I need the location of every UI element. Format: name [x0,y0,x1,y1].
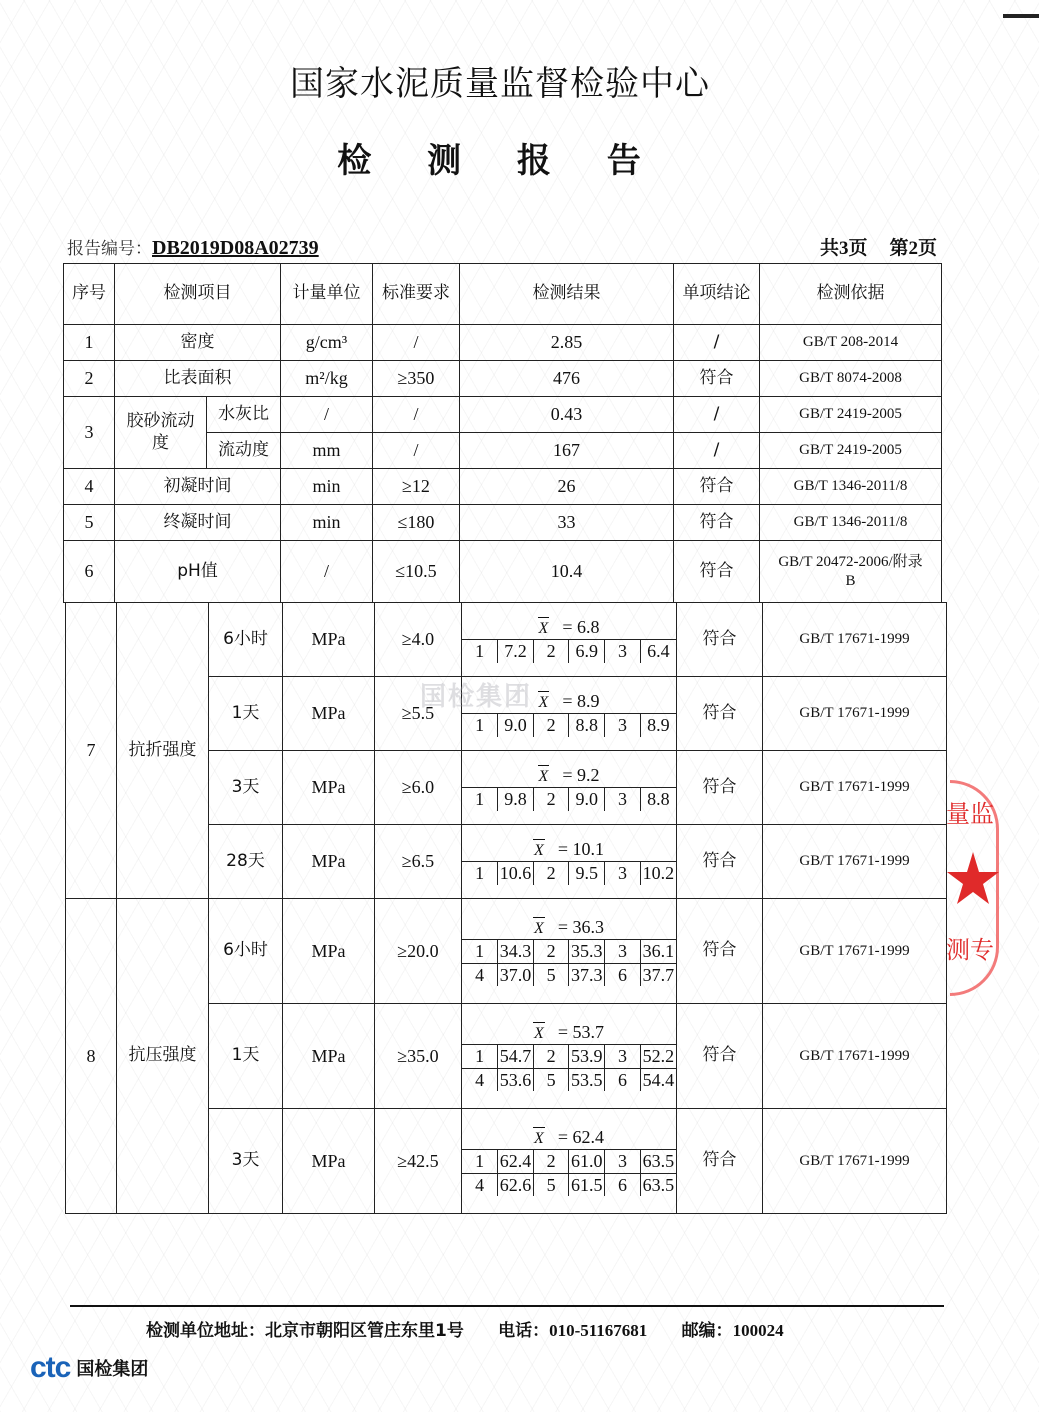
mean-value: = 6.8 [562,617,600,638]
row-conclusion: 符合 [677,751,763,825]
sample-index: 6 [605,963,641,986]
row-unit: min [281,505,373,541]
mean-row [462,838,676,862]
mean-symbol: X [534,920,544,937]
sample-index: 2 [533,1045,569,1069]
row-conclusion: 符合 [674,541,760,603]
red-seal-stamp [946,780,1006,985]
row-conclusion: 符合 [674,469,760,505]
ctc-logo [30,1352,148,1384]
table-row [64,361,942,397]
row-requirement: ≥4.0 [375,603,462,677]
strength-row [66,603,947,677]
row-requirement: ≥6.0 [375,751,462,825]
row-result [462,603,677,677]
table-row [64,505,942,541]
row-basis: GB/T 20472-2006/附录B [760,541,942,603]
sample-index: 5 [533,1068,569,1091]
row-age: 1天 [209,1004,283,1109]
logo-name: 国检集团 [76,1359,149,1380]
row-result: 26 [460,469,674,505]
table-row [64,325,942,361]
sample-index: 1 [462,788,498,811]
row-conclusion: 符合 [677,677,763,751]
zip-value: 100024 [732,1321,784,1340]
zip-label: 邮编： [681,1321,733,1341]
row-result [462,825,677,899]
row-requirement: ≤180 [373,505,460,541]
sample-values-row [462,714,676,737]
sample-index: 1 [462,940,498,964]
sample-index: 2 [533,714,569,737]
sample-value: 63.5 [640,1173,676,1196]
sample-value: 8.8 [569,714,605,737]
mean-value-cell [462,764,676,788]
sample-value: 9.0 [498,714,534,737]
sample-value: 35.3 [569,940,605,964]
result-breakdown [462,1126,676,1196]
sample-index: 1 [462,640,498,663]
row-item: pH值 [115,541,281,603]
row-age: 1天 [209,677,283,751]
mean-value-cell [462,616,676,640]
header-result: 检测结果 [460,264,674,325]
table-row [64,541,942,603]
mean-row [462,916,676,940]
total-pages: 共3页 [819,238,868,259]
row-result: 10.4 [460,541,674,603]
table-row [64,469,942,505]
sample-value: 53.9 [569,1045,605,1069]
report-number-value: DB2019D08A02739 [152,237,319,259]
row-basis: GB/T 17671-1999 [763,603,947,677]
sample-values-row [462,1045,676,1069]
sample-index: 2 [533,940,569,964]
row-item: 抗压强度 [117,899,209,1214]
sample-index: 6 [605,1173,641,1196]
document-subtitle: 检 测 报 告 [337,141,663,181]
row-unit: min [281,469,373,505]
sample-value: 8.8 [640,788,676,811]
row-result [462,1109,677,1214]
sample-index: 3 [605,714,641,737]
sample-value: 6.4 [640,640,676,663]
row-result [462,751,677,825]
sample-index: 2 [533,862,569,885]
row-age: 6小时 [209,603,283,677]
row-basis: GB/T 8074-2008 [760,361,942,397]
row-result [462,899,677,1004]
current-page: 第2页 [889,238,937,259]
sample-value: 10.6 [498,862,534,885]
sample-index: 2 [533,1150,569,1174]
sample-index: 3 [605,788,641,811]
header-conclusion: 单项结论 [674,264,760,325]
mean-value: = 10.1 [557,839,604,860]
sample-values-row [462,1068,676,1091]
star-icon [946,850,1000,910]
mean-symbol: X [538,768,549,786]
sample-index: 4 [462,1068,498,1091]
row-no: 5 [64,505,115,541]
row-item: 比表面积 [115,361,281,397]
row-requirement: ≥42.5 [375,1109,462,1214]
row-unit: / [281,541,373,603]
mean-row [462,1021,676,1045]
row-conclusion: 符合 [677,1004,763,1109]
row-age: 28天 [209,825,283,899]
sample-value: 54.4 [640,1068,676,1091]
seal-text-bottom: 测专 [946,936,994,964]
row-age: 3天 [209,751,283,825]
sample-value: 7.2 [498,640,534,663]
report-number-label: 报告编号： [67,239,152,259]
results-table-top [63,263,942,603]
mean-value: = 36.3 [557,917,604,937]
mean-value-cell [462,916,676,940]
row-basis: GB/T 17671-1999 [763,899,947,1004]
row-unit: MPa [283,899,375,1004]
row-age: 6小时 [209,899,283,1004]
header-requirement: 标准要求 [373,264,460,325]
row-result: 33 [460,505,674,541]
row-basis: GB/T 2419-2005 [760,397,942,433]
sample-value: 37.7 [640,963,676,986]
mean-value-cell [462,1126,676,1150]
sample-index: 3 [605,640,641,663]
report-number [67,234,319,260]
row-basis: GB/T 1346-2011/8 [760,505,942,541]
row-unit: MPa [283,677,375,751]
sample-value: 37.0 [498,963,534,986]
sample-value: 53.6 [498,1068,534,1091]
logo-mark: ctc [30,1351,71,1384]
sample-value: 61.0 [569,1150,605,1174]
row-requirement: ≥5.5 [375,677,462,751]
sample-value: 36.1 [640,940,676,964]
result-breakdown [462,1021,676,1091]
result-breakdown [462,764,676,811]
footer-contact [146,1316,784,1341]
sample-value: 62.6 [498,1173,534,1196]
sample-value: 10.2 [640,862,676,885]
row-no: 6 [64,541,115,603]
row-basis: GB/T 208-2014 [760,325,942,361]
sample-index: 4 [462,1173,498,1196]
sample-values-row [462,963,676,986]
row-conclusion: / [674,397,760,433]
sample-value: 54.7 [498,1045,534,1069]
row-unit: mm [281,433,373,469]
header-item: 检测项目 [115,264,281,325]
table-row [64,397,942,433]
sample-value: 52.2 [640,1045,676,1069]
document-title: 国家水泥质量监督检验中心 [290,64,710,104]
sample-values-row [462,640,676,663]
sample-value: 9.0 [569,788,605,811]
sample-index: 1 [462,1045,498,1069]
mean-value: = 62.4 [557,1127,604,1147]
sample-index: 3 [605,1150,641,1174]
mean-value: = 9.2 [562,765,600,786]
sample-index: 5 [533,963,569,986]
row-conclusion: / [674,325,760,361]
row-basis: GB/T 2419-2005 [760,433,942,469]
mean-row [462,1126,676,1150]
row-basis: GB/T 17671-1999 [763,825,947,899]
sample-index: 5 [533,1173,569,1196]
row-no: 4 [64,469,115,505]
sample-values-row [462,940,676,964]
row-conclusion: 符合 [677,825,763,899]
sample-values-row [462,1173,676,1196]
mean-symbol: X [534,842,544,860]
sample-index: 1 [462,1150,498,1174]
row-requirement: ≥20.0 [375,899,462,1004]
result-breakdown [462,838,676,885]
sample-index: 1 [462,714,498,737]
row-requirement: ≥6.5 [375,825,462,899]
row-conclusion: / [674,433,760,469]
row-basis: GB/T 17671-1999 [763,751,947,825]
sample-value: 63.5 [640,1150,676,1174]
row-requirement: / [373,433,460,469]
mean-value-cell [462,1021,676,1045]
sample-value: 9.8 [498,788,534,811]
row-item: 抗折强度 [117,603,209,899]
row-result: 0.43 [460,397,674,433]
row-result: 476 [460,361,674,397]
watermark: 国检集团 [420,682,533,712]
sample-index: 3 [605,940,641,964]
sample-value: 61.5 [569,1173,605,1196]
mean-symbol: X [538,620,549,638]
row-requirement: ≥350 [373,361,460,397]
row-no: 7 [66,603,117,899]
row-conclusion: 符合 [677,1109,763,1214]
sample-value: 8.9 [640,714,676,737]
header-no: 序号 [64,264,115,325]
sample-index: 1 [462,862,498,885]
row-item: 胶砂流动度 [115,397,207,469]
row-result [462,1004,677,1109]
result-breakdown [462,616,676,663]
row-unit: / [281,397,373,433]
row-requirement: ≥12 [373,469,460,505]
row-conclusion: 符合 [674,361,760,397]
sample-index: 2 [533,640,569,663]
row-conclusion: 符合 [677,899,763,1004]
seal-text-top: 量监 [946,800,994,828]
row-unit: g/cm³ [281,325,373,361]
row-basis: GB/T 1346-2011/8 [760,469,942,505]
table-header-row [64,264,942,325]
mean-row [462,764,676,788]
strength-row [66,899,947,1004]
row-result: 167 [460,433,674,469]
phone-value: 010-51167681 [549,1321,648,1340]
row-conclusion: 符合 [674,505,760,541]
mean-value: = 8.9 [562,691,600,712]
row-unit: MPa [283,1109,375,1214]
row-no: 2 [64,361,115,397]
sample-values-row [462,1150,676,1174]
sample-value: 9.5 [569,862,605,885]
scan-edge-mark [1003,14,1039,18]
sample-value: 62.4 [498,1150,534,1174]
sample-value: 53.5 [569,1068,605,1091]
row-age: 3天 [209,1109,283,1214]
row-requirement: / [373,397,460,433]
row-unit: MPa [283,1004,375,1109]
address-label: 检测单位地址： [146,1321,265,1341]
row-subitem: 流动度 [207,433,281,469]
row-requirement: ≥35.0 [375,1004,462,1109]
sample-index: 6 [605,1068,641,1091]
row-item: 终凝时间 [115,505,281,541]
sample-value: 34.3 [498,940,534,964]
mean-symbol: X [534,1025,544,1042]
row-basis: GB/T 17671-1999 [763,677,947,751]
row-no: 8 [66,899,117,1214]
row-requirement: / [373,325,460,361]
row-basis: GB/T 17671-1999 [763,1004,947,1109]
row-requirement: ≤10.5 [373,541,460,603]
row-unit: m²/kg [281,361,373,397]
row-subitem: 水灰比 [207,397,281,433]
sample-value: 37.3 [569,963,605,986]
page-info [820,233,937,260]
address-value: 北京市朝阳区管庄东里1号 [265,1321,464,1341]
row-item: 密度 [115,325,281,361]
row-unit: MPa [283,825,375,899]
sample-index: 4 [462,963,498,986]
sample-values-row [462,788,676,811]
sample-index: 2 [533,788,569,811]
result-breakdown [462,916,676,986]
footer-divider [70,1305,944,1307]
row-unit: MPa [283,603,375,677]
mean-row [462,616,676,640]
row-no: 1 [64,325,115,361]
sample-index: 3 [605,1045,641,1069]
row-basis: GB/T 17671-1999 [763,1109,947,1214]
row-conclusion: 符合 [677,603,763,677]
row-item: 初凝时间 [115,469,281,505]
mean-symbol: X [538,694,549,712]
sample-index: 3 [605,862,641,885]
mean-value: = 53.7 [557,1022,604,1042]
phone-label: 电话： [498,1321,550,1341]
sample-values-row [462,862,676,885]
mean-value-cell [462,838,676,862]
row-result: 2.85 [460,325,674,361]
row-unit: MPa [283,751,375,825]
header-basis: 检测依据 [760,264,942,325]
header-unit: 计量单位 [281,264,373,325]
sample-value: 6.9 [569,640,605,663]
mean-symbol: X [534,1130,544,1147]
row-no: 3 [64,397,115,469]
